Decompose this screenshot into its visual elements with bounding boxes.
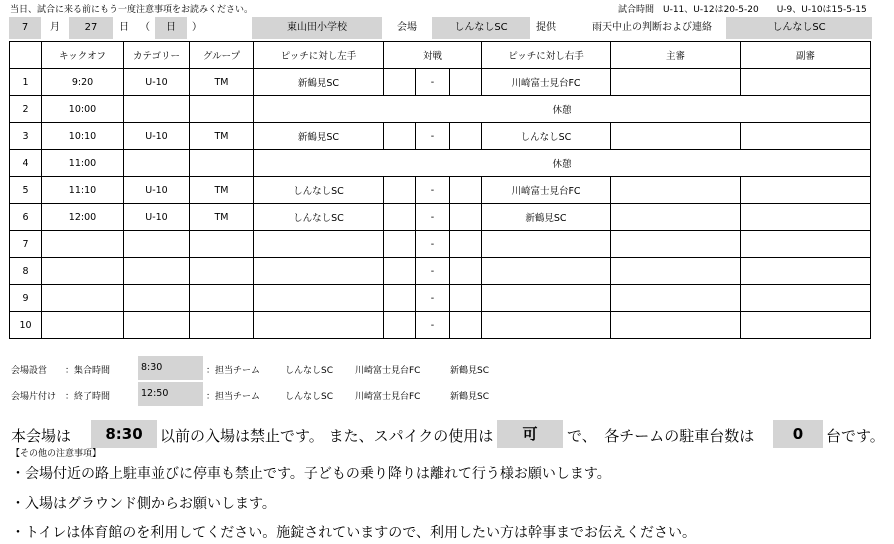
main-referee xyxy=(611,231,741,258)
category-cell xyxy=(124,231,190,258)
col-assistant-referee-header: 副審 xyxy=(741,42,871,69)
right-team: 新鶴見SC xyxy=(482,204,611,231)
top-notice: 当日、試合に来る前にもう一度注意事項をお読みください。 xyxy=(10,5,254,15)
kickoff-time xyxy=(42,258,124,285)
category-cell xyxy=(124,285,190,312)
right-score xyxy=(450,231,482,258)
match-number: 1 xyxy=(10,69,42,96)
table-row xyxy=(10,123,871,150)
rain-contact: しんなしSC xyxy=(726,17,872,39)
kickoff-time: 10:00 xyxy=(42,96,124,123)
setup-team-1: しんなしSC xyxy=(285,366,333,376)
match-number: 9 xyxy=(10,285,42,312)
col-group-header: グループ xyxy=(190,42,254,69)
main-referee xyxy=(611,312,741,339)
kickoff-time xyxy=(42,231,124,258)
vs-dash: - xyxy=(416,231,450,258)
assistant-referee xyxy=(741,312,871,339)
table-row xyxy=(10,177,871,204)
paren-open: （ xyxy=(140,22,150,33)
category-cell: U-10 xyxy=(124,177,190,204)
right-team xyxy=(482,258,611,285)
group-cell xyxy=(190,231,254,258)
main-referee xyxy=(611,285,741,312)
vs-dash: - xyxy=(416,312,450,339)
table-row xyxy=(10,312,871,339)
group-cell xyxy=(190,258,254,285)
left-team xyxy=(254,312,384,339)
category-cell xyxy=(124,96,190,123)
paren-close: ） xyxy=(192,22,202,33)
cleanup-team-2: 川崎富士見台FC xyxy=(355,392,421,402)
kickoff-time: 12:00 xyxy=(42,204,124,231)
rain-label: 雨天中止の判断および連絡 xyxy=(592,22,712,33)
setup-time: 8:30 xyxy=(138,356,203,380)
col-kickoff-header: キックオフ xyxy=(42,42,124,69)
venue-label: 会場 xyxy=(397,22,417,33)
spike-allowed: 可 xyxy=(497,420,563,448)
right-score xyxy=(450,285,482,312)
match-time-note: 試合時間 U-11、U-12は20-5-20 U-9、U-10は15-5-15 xyxy=(618,5,867,15)
match-number: 3 xyxy=(10,123,42,150)
table-row xyxy=(10,285,871,312)
day-label: 日 xyxy=(119,22,129,33)
main-referee xyxy=(611,123,741,150)
right-score xyxy=(450,177,482,204)
cleanup-team-label: ：担当チーム xyxy=(206,392,261,402)
left-score xyxy=(384,285,416,312)
left-score xyxy=(384,204,416,231)
left-score xyxy=(384,69,416,96)
group-cell: TM xyxy=(190,69,254,96)
kickoff-time: 10:10 xyxy=(42,123,124,150)
note-item: ・会場付近の路上駐車並びに停車も禁止です。子どもの乗り降りは離れて行う様お願いします。 xyxy=(11,466,611,482)
left-score xyxy=(384,177,416,204)
setup-label: 会場設営 xyxy=(11,366,48,376)
schedule-table xyxy=(9,41,871,339)
right-score xyxy=(450,123,482,150)
kickoff-time: 11:00 xyxy=(42,150,124,177)
group-cell: TM xyxy=(190,123,254,150)
match-number: 4 xyxy=(10,150,42,177)
setup-team-label: ：担当チーム xyxy=(206,366,261,376)
kickoff-time: 11:10 xyxy=(42,177,124,204)
assistant-referee xyxy=(741,69,871,96)
category-cell xyxy=(124,312,190,339)
entry-time: 8:30 xyxy=(91,420,157,448)
right-score xyxy=(450,258,482,285)
match-number: 5 xyxy=(10,177,42,204)
col-category-header: カテゴリー xyxy=(124,42,190,69)
main-referee xyxy=(611,177,741,204)
kickoff-time xyxy=(42,312,124,339)
note-item: ・入場はグラウンド側からお願いします。 xyxy=(11,496,276,512)
day-value: 27 xyxy=(69,17,113,39)
right-team: しんなしSC xyxy=(482,123,611,150)
main-referee xyxy=(611,69,741,96)
right-score xyxy=(450,312,482,339)
group-cell: TM xyxy=(190,204,254,231)
group-cell xyxy=(190,312,254,339)
provider-value: しんなしSC xyxy=(432,17,530,39)
cleanup-team-3: 新鶴見SC xyxy=(450,392,489,402)
left-team xyxy=(254,285,384,312)
col-vs-header: 対戦 xyxy=(384,42,482,69)
table-row xyxy=(10,204,871,231)
left-score xyxy=(384,231,416,258)
assistant-referee xyxy=(741,177,871,204)
assistant-referee xyxy=(741,231,871,258)
match-number: 8 xyxy=(10,258,42,285)
table-row xyxy=(10,69,871,96)
provider-label: 提供 xyxy=(536,22,556,33)
group-cell xyxy=(190,285,254,312)
vs-dash: - xyxy=(416,258,450,285)
left-team: 新鶴見SC xyxy=(254,69,384,96)
left-team xyxy=(254,258,384,285)
col-left-team-header: ピッチに対し左手 xyxy=(254,42,384,69)
entry-text-2: 以前の入場は禁止です。 また、スパイクの使用は xyxy=(160,427,494,445)
category-cell: U-10 xyxy=(124,69,190,96)
right-team: 川崎富士見台FC xyxy=(482,177,611,204)
month-label: 月 xyxy=(50,22,60,33)
venue-name: 東山田小学校 xyxy=(252,17,382,39)
month-value: 7 xyxy=(9,17,41,39)
setup-time-label: ：集合時間 xyxy=(65,366,111,376)
cleanup-time: 12:50 xyxy=(138,382,203,406)
right-team xyxy=(482,285,611,312)
entry-text-4: 台です。 xyxy=(826,427,885,445)
assistant-referee xyxy=(741,204,871,231)
table-row xyxy=(10,231,871,258)
vs-dash: - xyxy=(416,285,450,312)
setup-team-3: 新鶴見SC xyxy=(450,366,489,376)
category-cell xyxy=(124,150,190,177)
match-number: 10 xyxy=(10,312,42,339)
left-score xyxy=(384,123,416,150)
assistant-referee xyxy=(741,285,871,312)
weekday-value: 日 xyxy=(155,17,187,39)
match-number: 7 xyxy=(10,231,42,258)
break-cell: 休憩 xyxy=(254,150,871,177)
setup-team-2: 川崎富士見台FC xyxy=(355,366,421,376)
category-cell: U-10 xyxy=(124,123,190,150)
kickoff-time xyxy=(42,285,124,312)
right-score xyxy=(450,204,482,231)
table-header-row xyxy=(10,42,871,69)
category-cell xyxy=(124,258,190,285)
cleanup-label: 会場片付け xyxy=(11,392,57,402)
vs-dash: - xyxy=(416,69,450,96)
category-cell: U-10 xyxy=(124,204,190,231)
left-score xyxy=(384,312,416,339)
assistant-referee xyxy=(741,123,871,150)
group-cell xyxy=(190,150,254,177)
col-main-referee-header: 主審 xyxy=(611,42,741,69)
left-score xyxy=(384,258,416,285)
notes-title: 【その他の注意事項】 xyxy=(11,449,102,459)
table-row xyxy=(10,150,871,177)
vs-dash: - xyxy=(416,204,450,231)
right-score xyxy=(450,69,482,96)
cleanup-team-1: しんなしSC xyxy=(285,392,333,402)
right-team xyxy=(482,231,611,258)
parking-count: 0 xyxy=(773,420,823,448)
left-team xyxy=(254,231,384,258)
vs-dash: - xyxy=(416,123,450,150)
assistant-referee xyxy=(741,258,871,285)
group-cell xyxy=(190,96,254,123)
kickoff-time: 9:20 xyxy=(42,69,124,96)
main-referee xyxy=(611,204,741,231)
cleanup-time-label: ：終了時間 xyxy=(65,392,111,402)
group-cell: TM xyxy=(190,177,254,204)
vs-dash: - xyxy=(416,177,450,204)
col-right-team-header: ピッチに対し右手 xyxy=(482,42,611,69)
break-cell: 休憩 xyxy=(254,96,871,123)
note-item: ・トイレは体育館のを利用してください。施錠されていますので、利用したい方は幹事までお伝えください。 xyxy=(11,525,697,541)
right-team: 川崎富士見台FC xyxy=(482,69,611,96)
match-number: 2 xyxy=(10,96,42,123)
left-team: しんなしSC xyxy=(254,204,384,231)
match-number: 6 xyxy=(10,204,42,231)
table-row xyxy=(10,96,871,123)
table-row xyxy=(10,258,871,285)
main-referee xyxy=(611,258,741,285)
right-team xyxy=(482,312,611,339)
entry-text-1: 本会場は xyxy=(11,427,72,445)
left-team: 新鶴見SC xyxy=(254,123,384,150)
col-no-header xyxy=(10,42,42,69)
entry-text-3: で、 各チームの駐車台数は xyxy=(567,427,755,445)
left-team: しんなしSC xyxy=(254,177,384,204)
